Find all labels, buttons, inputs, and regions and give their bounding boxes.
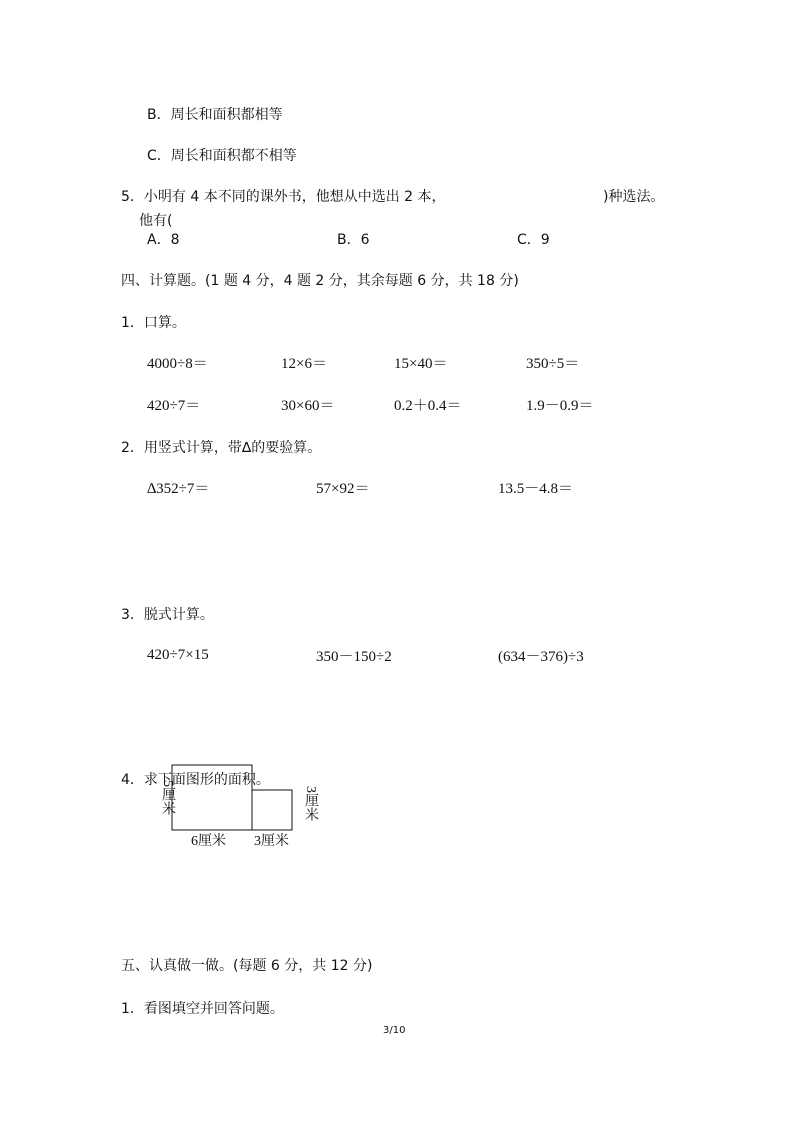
q1-title: 1．口算。 [121,315,186,331]
vertical-calc-item: 13.5－4.8＝ [498,481,574,497]
label-left-width: 6厘米 [191,834,226,849]
q5-stem-tail: )种选法。 [603,189,665,205]
section5-title: 五、认真做一做。(每题 6 分，共 12 分) [121,958,373,974]
q5-option-b: B．6 [337,232,370,248]
page-number: 3/10 [383,1025,406,1036]
label-right-height: 3厘米 [303,786,318,821]
section4-title: 四、计算题。(1 题 4 分，4 题 2 分，其余每题 6 分，共 18 分) [121,273,519,289]
q5-stem-wrap: 他有( [139,213,173,229]
q4-title: 4．求下面图形的面积。 [121,772,270,788]
option-b: B．周长和面积都相等 [147,107,283,123]
small-square [252,790,292,830]
step-calc-item: 420÷7×15 [147,647,209,663]
mental-math-item: 15×40＝ [394,356,448,372]
label-left-height: 5厘米 [160,780,175,815]
label-right-width: 3厘米 [254,834,289,849]
mental-math-item: 1.9－0.9＝ [526,398,594,414]
mental-math-item: 30×60＝ [281,398,335,414]
q2-title: 2．用竖式计算，带∆的要验算。 [121,440,322,456]
step-calc-item: 350－150÷2 [316,649,392,665]
q5-option-a: A．8 [147,232,180,248]
mental-math-item: 12×6＝ [281,356,327,372]
q3-title: 3．脱式计算。 [121,607,214,623]
q5-stem: 5．小明有 4 本不同的课外书，他想从中选出 2 本， [121,189,446,205]
q5-option-c: C．9 [517,232,550,248]
mental-math-item: 420÷7＝ [147,398,201,414]
step-calc-item: (634－376)÷3 [498,649,584,665]
vertical-calc-item: 57×92＝ [316,481,370,497]
vertical-calc-item: ∆352÷7＝ [147,481,210,497]
s5-q1-title: 1．看图填空并回答问题。 [121,1001,284,1017]
mental-math-item: 0.2＋0.4＝ [394,398,462,414]
mental-math-item: 4000÷8＝ [147,356,208,372]
option-c: C．周长和面积都不相等 [147,148,297,164]
mental-math-item: 350÷5＝ [526,356,580,372]
